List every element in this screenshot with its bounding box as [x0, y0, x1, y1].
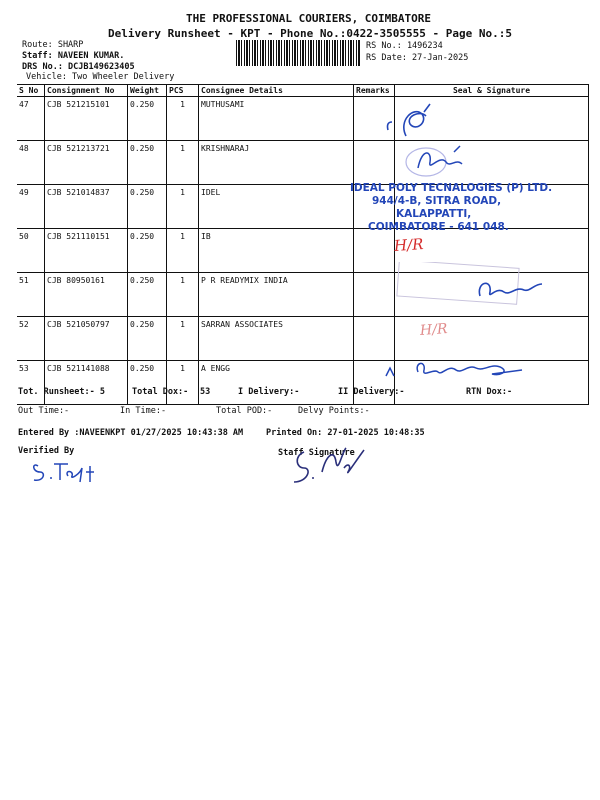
cell-remarks	[354, 273, 395, 317]
signature-row-47	[380, 100, 450, 142]
printed-on: Printed On: 27-01-2025 10:48:35	[266, 428, 425, 438]
cell-consignee: MUTHUSAMI	[199, 97, 354, 141]
company-stamp	[350, 182, 552, 234]
verified-by-signature	[30, 458, 102, 486]
cell-consignment: CJB 521110151	[45, 229, 128, 273]
cell-pcs: 1	[167, 317, 199, 361]
cell-consignment: CJB 521014837	[45, 185, 128, 229]
cell-sno: 50	[17, 229, 45, 273]
stamp-line-3: KALAPPATTI,	[396, 208, 472, 220]
handwritten-hr-mark-faint: H/R	[419, 321, 448, 339]
cell-consignee: IDEL	[199, 185, 354, 229]
cell-sno: 53	[17, 361, 45, 405]
cell-weight: 0.250	[128, 229, 167, 273]
cell-weight: 0.250	[128, 185, 167, 229]
route: Route: SHARP	[22, 40, 84, 50]
cell-consignee: IB	[199, 229, 354, 273]
out-time: Out Time:-	[18, 406, 70, 416]
company-title: THE PROFESSIONAL COURIERS, COIMBATORE	[186, 12, 432, 25]
cell-remarks	[354, 141, 395, 185]
cell-sno: 49	[17, 185, 45, 229]
cell-weight: 0.250	[128, 97, 167, 141]
stamp-line-2: 944/4-B, SITRA ROAD,	[372, 195, 502, 207]
cell-consignment: CJB 521215101	[45, 97, 128, 141]
cell-weight: 0.250	[128, 361, 167, 405]
col-header-consignee: Consignee Details	[199, 85, 354, 97]
cell-consignment: CJB 80950161	[45, 273, 128, 317]
rs-date: RS Date: 27-Jan-2025	[366, 53, 469, 63]
table-row	[17, 141, 589, 185]
in-time: In Time:-	[120, 406, 167, 416]
cell-remarks	[354, 229, 395, 273]
cell-sno: 52	[17, 317, 45, 361]
cell-pcs: 1	[167, 361, 199, 405]
cell-pcs: 1	[167, 185, 199, 229]
total-dox-label: Total Dox:-	[132, 387, 189, 397]
cell-consignment: CJB 521213721	[45, 141, 128, 185]
cell-pcs: 1	[167, 229, 199, 273]
ii-delivery: II Delivery:-	[338, 387, 405, 397]
col-header-seal: Seal & Signature	[395, 85, 589, 97]
vehicle: Vehicle: Two Wheeler Delivery	[26, 72, 175, 82]
cell-consignment: CJB 521141088	[45, 361, 128, 405]
cell-pcs: 1	[167, 97, 199, 141]
cell-pcs: 1	[167, 141, 199, 185]
stamp-line-1: IDEAL POLY TECNALOGIES (P) LTD.	[350, 182, 553, 194]
verified-by-label: Verified By	[18, 446, 75, 456]
col-header-consignment: Consignment No	[45, 85, 128, 97]
drs-number: DRS No.: DCJB149623405	[22, 62, 135, 72]
i-delivery: I Delivery:-	[238, 387, 300, 397]
handwritten-hr-mark: H/R	[393, 234, 425, 256]
cell-weight: 0.250	[128, 273, 167, 317]
rs-number: RS No.: 1496234	[366, 41, 443, 51]
signature-row-51	[396, 262, 576, 306]
table-row	[17, 97, 589, 141]
cell-consignee: A ENGG	[199, 361, 354, 405]
total-pod: Total POD:-	[216, 406, 273, 416]
rtn-dox: RTN Dox:-	[466, 387, 513, 397]
cell-sno: 47	[17, 97, 45, 141]
cell-sno: 48	[17, 141, 45, 185]
tot-runsheet: Tot. Runsheet:- 5	[18, 387, 105, 397]
stamp-line-4: COIMBATORE - 641 048.	[368, 221, 509, 233]
table-header-row	[17, 85, 589, 97]
cell-consignee: KRISHNARAJ	[199, 141, 354, 185]
cell-consignee: SARRAN ASSOCIATES	[199, 317, 354, 361]
entered-by: Entered By :NAVEENKPT 01/27/2025 10:43:38 AM	[18, 428, 244, 438]
cell-consignment: CJB 521050797	[45, 317, 128, 361]
delvy-points: Delvy Points:-	[298, 406, 370, 416]
runsheet-subtitle: Delivery Runsheet - KPT - Phone No.:0422-3505555 - Page No.:5	[108, 27, 512, 40]
cell-weight: 0.250	[128, 141, 167, 185]
cell-weight: 0.250	[128, 317, 167, 361]
staff-signature	[286, 438, 376, 490]
col-header-sno: S No	[17, 85, 45, 97]
cell-consignee: P R READYMIX INDIA	[199, 273, 354, 317]
staff-name: Staff: NAVEEN KUMAR.	[22, 51, 125, 61]
barcode	[236, 40, 360, 66]
total-dox-value: 53	[200, 387, 211, 397]
col-header-remarks: Remarks	[354, 85, 395, 97]
signature-row-48	[400, 142, 480, 182]
cell-sno: 51	[17, 273, 45, 317]
staff-signature-label: Staff Signature	[278, 448, 355, 458]
cell-pcs: 1	[167, 273, 199, 317]
col-header-weight: Weight	[128, 85, 167, 97]
col-header-pcs: PCS	[167, 85, 199, 97]
signature-row-53	[380, 354, 540, 384]
